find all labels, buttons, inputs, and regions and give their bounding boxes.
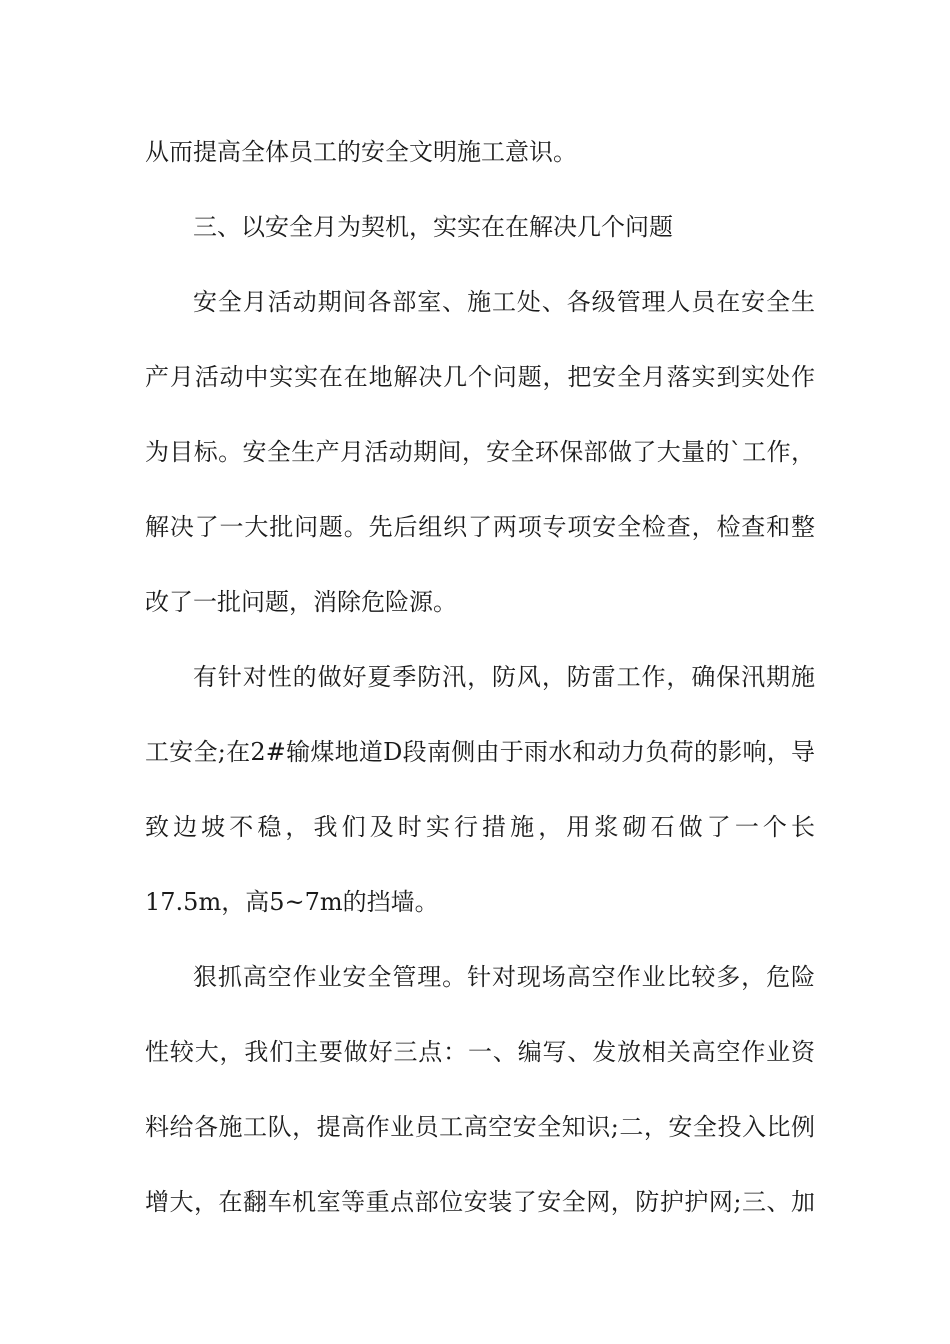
paragraph-line: 从而提高全体员工的安全文明施工意识。 [145,138,577,166]
paragraph-line: 解决了一大批问题。先后组织了两项专项安全检查，检查和整 [145,513,815,541]
paragraph-line: 工安全;在2#输煤地道D段南侧由于雨水和动力负荷的影响，导 [145,738,815,766]
section-heading: 三、以安全月为契机，实实在在解决几个问题 [193,213,673,241]
paragraph-line: 料给各施工队，提高作业员工高空安全知识;二，安全投入比例 [145,1113,815,1141]
paragraph-line: 狠抓高空作业安全管理。针对现场高空作业比较多，危险 [193,963,815,991]
paragraph-line: 产月活动中实实在在地解决几个问题，把安全月落实到实处作 [145,363,815,391]
paragraph-line: 增大，在翻车机室等重点部位安装了安全网，防护护网;三、加 [145,1188,815,1216]
paragraph-line: 17.5m，高5~7m的挡墙。 [145,888,439,916]
paragraph-line: 有针对性的做好夏季防汛，防风，防雷工作，确保汛期施 [193,663,815,691]
paragraph-line: 性较大，我们主要做好三点：一、编写、发放相关高空作业资 [145,1038,815,1066]
paragraph-line: 安全月活动期间各部室、施工处、各级管理人员在安全生 [193,288,815,316]
paragraph-line: 致边坡不稳，我们及时实行措施，用浆砌石做了一个长 [145,813,815,841]
paragraph-line: 为目标。安全生产月活动期间，安全环保部做了大量的`工作， [145,438,815,466]
paragraph-line: 改了一批问题，消除危险源。 [145,588,457,616]
